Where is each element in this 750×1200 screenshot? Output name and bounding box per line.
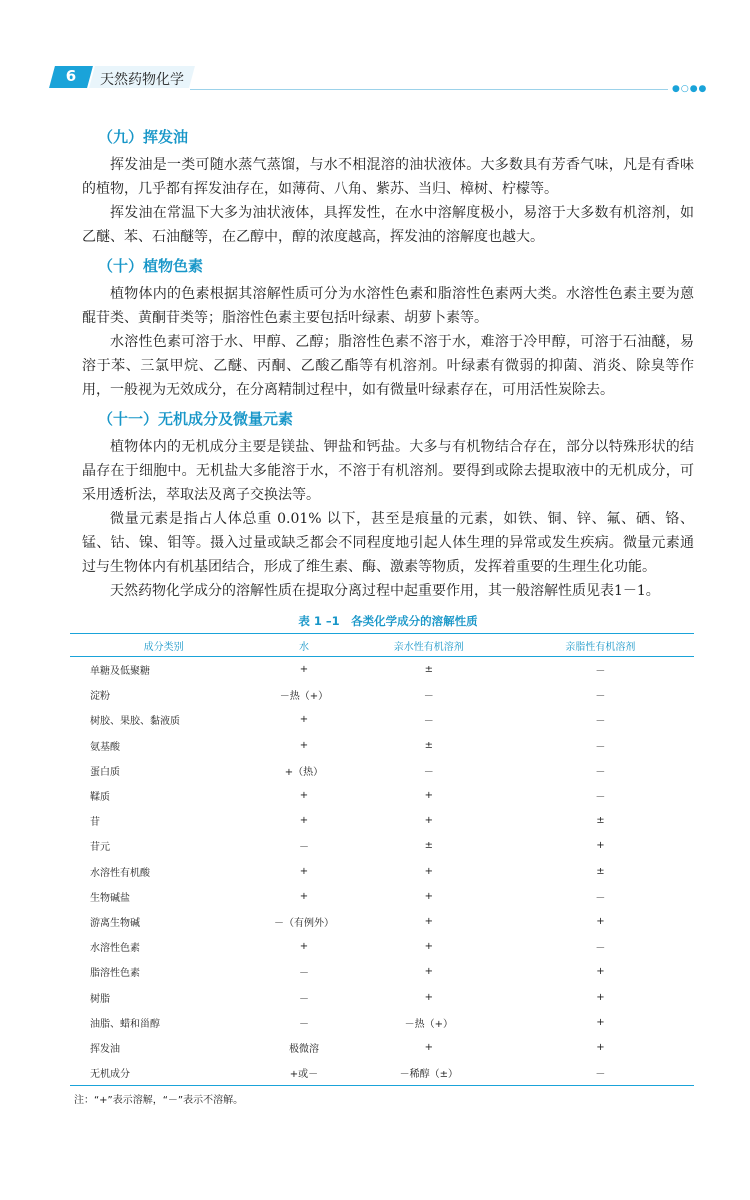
table-cell: － bbox=[595, 943, 606, 955]
table-cell: － bbox=[298, 1018, 309, 1030]
table-row bbox=[70, 733, 694, 758]
table-cell: + bbox=[299, 865, 309, 877]
table-cell: 无机成分 bbox=[70, 1060, 257, 1086]
table-cell: － bbox=[595, 766, 606, 778]
table-row bbox=[70, 884, 694, 909]
table-cell: ± bbox=[596, 865, 605, 877]
section-heading: （九）挥发油 bbox=[98, 128, 189, 146]
table-cell: 氨基酸 bbox=[90, 741, 120, 753]
table-cell: － bbox=[423, 766, 434, 778]
column-header: 亲脂性有机溶剂 bbox=[507, 634, 694, 657]
table-cell: +（热） bbox=[284, 766, 324, 778]
table-cell: + bbox=[299, 941, 309, 953]
table-cell: － bbox=[298, 968, 309, 980]
table-cell: + bbox=[596, 1016, 605, 1028]
table-cell: －稀醇（±） bbox=[351, 1060, 507, 1086]
table-cell: + bbox=[299, 890, 309, 902]
header-rule bbox=[190, 89, 668, 90]
table-row bbox=[70, 1035, 694, 1060]
table-cell: 挥发油 bbox=[90, 1043, 120, 1055]
section-heading: （十一）无机成分及微量元素 bbox=[98, 410, 294, 428]
table-cell: －（有例外） bbox=[273, 917, 334, 929]
table-cell: + bbox=[424, 915, 433, 927]
table-cell: ± bbox=[424, 840, 433, 852]
column-header: 成分类别 bbox=[70, 634, 257, 657]
table-row bbox=[70, 808, 694, 833]
table-row bbox=[70, 783, 694, 808]
header-dots-ornament: ●○●● bbox=[672, 84, 708, 94]
table-cell: ± bbox=[424, 739, 433, 751]
table-cell: + bbox=[424, 865, 433, 877]
column-header: 亲水性有机溶剂 bbox=[351, 634, 507, 657]
table-cell: + bbox=[424, 966, 433, 978]
table-row bbox=[70, 833, 694, 858]
table-cell: + bbox=[299, 664, 309, 676]
table-cell: 蛋白质 bbox=[90, 766, 120, 778]
table-cell: 脂溶性色素 bbox=[90, 968, 140, 980]
table-cell: + bbox=[424, 815, 433, 827]
table-cell: 淀粉 bbox=[90, 691, 110, 703]
paragraph: 天然药物化学成分的溶解性质在提取分离过程中起重要作用，其一般溶解性质见表1－1。 bbox=[110, 583, 660, 599]
table-row bbox=[70, 934, 694, 959]
table-cell: － bbox=[423, 691, 434, 703]
table-cell: － bbox=[595, 716, 606, 728]
table-cell: + bbox=[424, 1041, 433, 1053]
table-cell: － bbox=[595, 892, 606, 904]
table-cell: 极微溶 bbox=[288, 1043, 319, 1055]
table-cell: +或－ bbox=[257, 1060, 351, 1086]
table-cell: 油脂、蜡和甾醇 bbox=[90, 1018, 160, 1030]
book-title: 天然药物化学 bbox=[100, 72, 184, 88]
paragraph: 水溶性色素可溶于水、甲醇、乙醇；脂溶性色素不溶于水，难溶于冷甲醇，可溶于石油醚，易溶于苯、三氯甲烷、乙醚、丙酮、乙酸乙酯等有机溶剂。叶绿素有微弱的抑菌、消炎、除臭等作用，一般视为无效成分，在分离精制过程中，如有微量叶绿素存在，可用活性炭除去。 bbox=[82, 334, 694, 398]
table-cell: + bbox=[596, 991, 605, 1003]
table-cell: + bbox=[596, 840, 605, 852]
table-cell: + bbox=[299, 739, 309, 751]
page-number: 6 bbox=[65, 67, 77, 85]
table-cell: － bbox=[595, 691, 606, 703]
table-row bbox=[70, 959, 694, 984]
table-row bbox=[70, 1010, 694, 1035]
table-cell: + bbox=[596, 966, 605, 978]
table-caption: 表 1 –1 各类化学成分的溶解性质 bbox=[298, 614, 478, 628]
table-cell: －热（+） bbox=[279, 691, 329, 703]
table-cell: + bbox=[424, 890, 433, 902]
table-cell: ± bbox=[424, 664, 433, 676]
table-cell: 游离生物碱 bbox=[90, 917, 140, 929]
table-cell: 水溶性色素 bbox=[90, 943, 140, 955]
table-row bbox=[70, 859, 694, 884]
solubility-table bbox=[70, 633, 694, 1086]
table-row bbox=[70, 707, 694, 732]
table-cell: 水溶性有机酸 bbox=[90, 867, 150, 879]
table-cell: 树胶、果胶、黏液质 bbox=[90, 716, 180, 728]
page-header bbox=[0, 0, 750, 110]
table-cell: + bbox=[299, 714, 309, 726]
table-cell: 鞣质 bbox=[90, 792, 110, 804]
table-cell: － bbox=[298, 842, 309, 854]
table-cell: 苷 bbox=[90, 817, 100, 829]
table-cell: － bbox=[298, 993, 309, 1005]
table-cell: + bbox=[424, 790, 433, 802]
table-cell: － bbox=[595, 741, 606, 753]
table-cell: 苷元 bbox=[90, 842, 110, 854]
table-header-row bbox=[70, 634, 694, 657]
paragraph: 微量元素是指占人体总重 0.01% 以下，甚至是痕量的元素，如铁、铜、锌、氟、硒、铬、锰、钴、镍、钼等。摄入过量或缺乏都会不同程度地引起人体生理的异常或发生疾病。微量元素通过与生物体内有机基团结合，形成了维生素、酶、激素等物质，发挥着重要的生理生化功能。 bbox=[82, 511, 694, 575]
table-cell: － bbox=[595, 792, 606, 804]
column-header: 水 bbox=[257, 634, 351, 657]
paragraph: 挥发油是一类可随水蒸气蒸馏，与水不相混溶的油状液体。大多数具有芳香气味，凡是有香味的植物，几乎都有挥发油存在，如薄荷、八角、紫苏、当归、樟树、柠檬等。 bbox=[82, 157, 694, 197]
table-cell: 生物碱盐 bbox=[90, 892, 130, 904]
paragraph: 植物体内的无机成分主要是镁盐、钾盐和钙盐。大多与有机物结合存在，部分以特殊形状的结晶存在于细胞中。无机盐大多能溶于水，不溶于有机溶剂。要得到或除去提取液中的无机成分，可采用透析法，萃取法及离子交换法等。 bbox=[82, 439, 694, 503]
table-cell: － bbox=[595, 666, 606, 678]
table-cell: + bbox=[424, 941, 433, 953]
table-row bbox=[70, 657, 694, 683]
table-cell: + bbox=[596, 915, 605, 927]
table-row bbox=[70, 909, 694, 934]
main-content bbox=[74, 120, 694, 1107]
paragraph: 植物体内的色素根据其溶解性质可分为水溶性色素和脂溶性色素两大类。水溶性色素主要为蒽醌苷类、黄酮苷类等；脂溶性色素主要包括叶绿素、胡萝卜素等。 bbox=[82, 286, 694, 326]
table-row bbox=[70, 758, 694, 783]
table-cell: － bbox=[507, 1060, 694, 1086]
table-row bbox=[70, 682, 694, 707]
table-cell: + bbox=[596, 1041, 605, 1053]
table-row bbox=[70, 984, 694, 1009]
table-note: 注：“+”表示溶解，“－”表示不溶解。 bbox=[74, 1095, 244, 1107]
table-row bbox=[70, 1060, 694, 1086]
paragraph: 挥发油在常温下大多为油状液体，具挥发性，在水中溶解度极小，易溶于大多数有机溶剂，如乙醚、苯、石油醚等，在乙醇中，醇的浓度越高，挥发油的溶解度也越大。 bbox=[82, 205, 694, 245]
table-cell: ± bbox=[596, 815, 605, 827]
table-cell: + bbox=[424, 991, 433, 1003]
table-cell: + bbox=[299, 790, 309, 802]
table-cell: － bbox=[423, 716, 434, 728]
section-heading: （十）植物色素 bbox=[98, 257, 204, 275]
table-cell: 单糖及低聚糖 bbox=[90, 666, 150, 678]
table-cell: －热（+） bbox=[404, 1018, 453, 1030]
table-cell: + bbox=[299, 815, 309, 827]
table-cell: 树脂 bbox=[90, 993, 110, 1005]
